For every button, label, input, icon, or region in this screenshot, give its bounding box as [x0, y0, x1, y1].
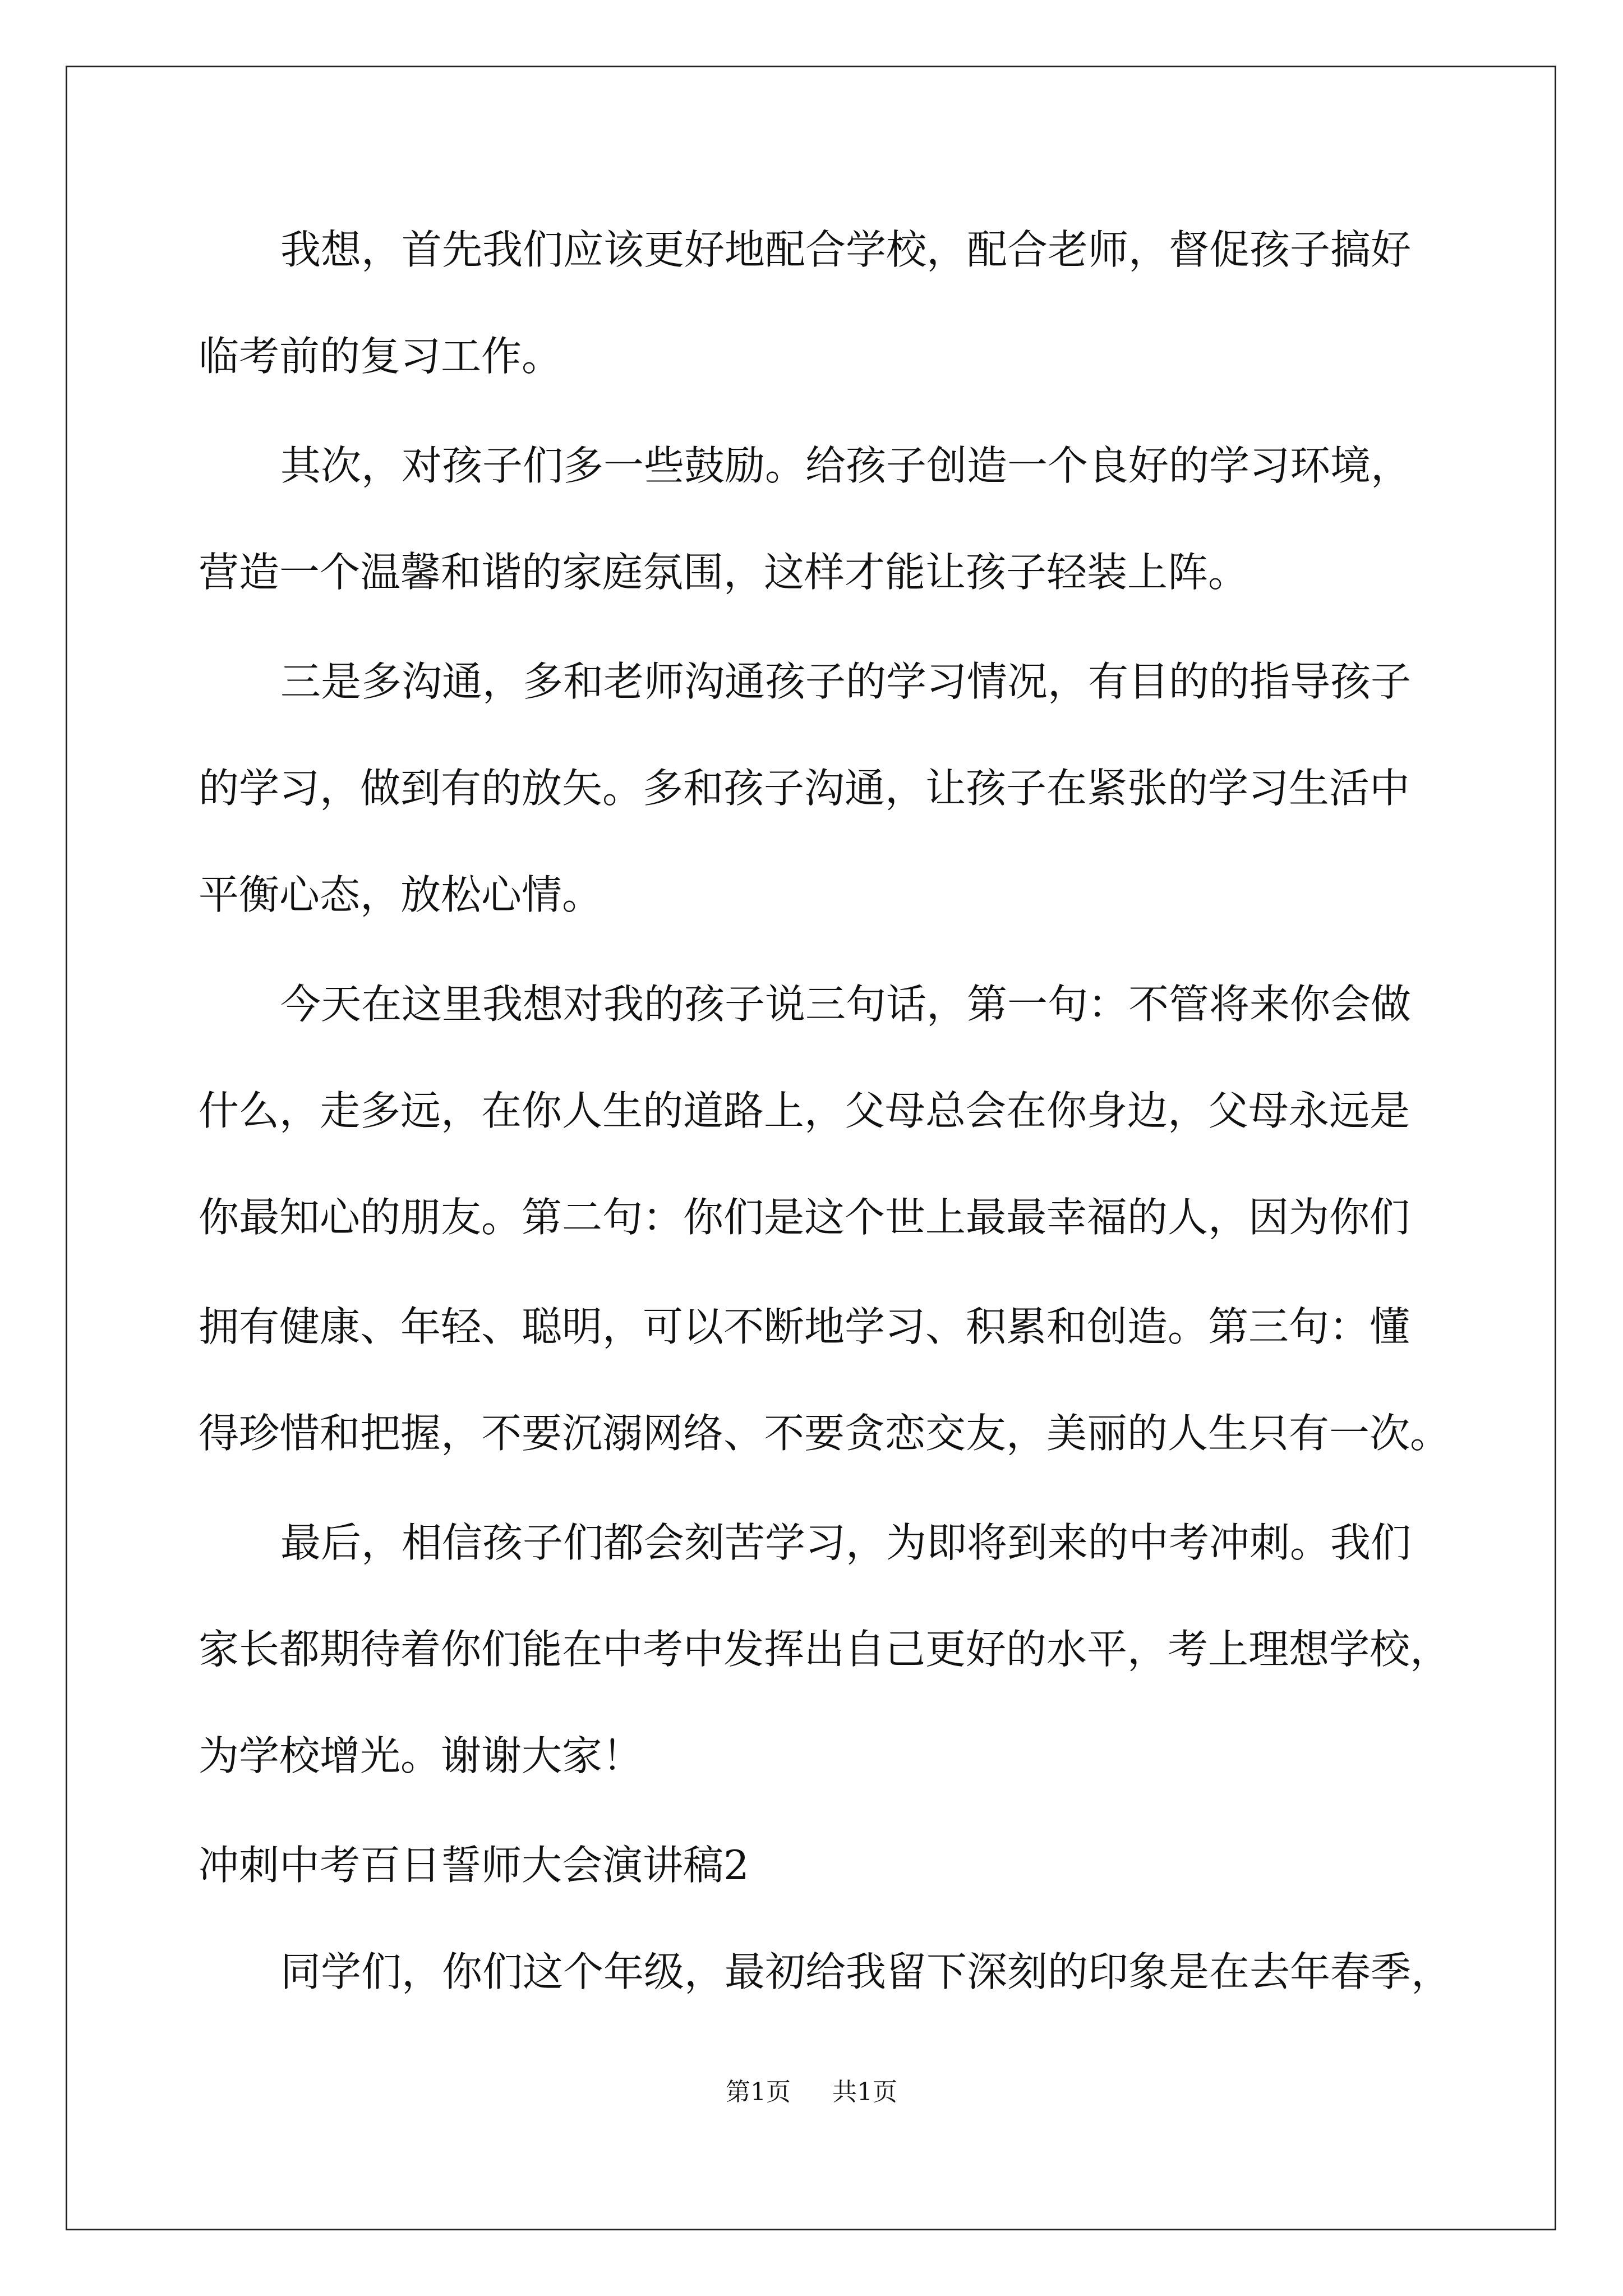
paragraph-line: 三是多沟通，多和老师沟通孩子的学习情况，有目的的指导孩子 — [280, 658, 1412, 705]
page-number: 第1页 — [726, 2078, 791, 2106]
paragraph-line: 临考前的复习工作。 — [199, 333, 562, 380]
paragraph-line: 的学习，做到有的放矢。多和孩子沟通，让孩子在紧张的学习生活中 — [199, 765, 1410, 812]
paragraph-line: 其次，对孩子们多一些鼓励。给孩子创造一个良好的学习环境， — [280, 442, 1412, 489]
paragraph-line: 为学校增光。谢谢大家！ — [199, 1732, 643, 1779]
paragraph-line: 我想，首先我们应该更好地配合学校，配合老师，督促孩子搞好 — [280, 226, 1412, 273]
paragraph-line: 营造一个温馨和谐的家庭氛围，这样才能让孩子轻装上阵。 — [199, 549, 1249, 596]
page-total: 共1页 — [832, 2078, 897, 2106]
paragraph-line: 同学们，你们这个年级，最初给我留下深刻的印象是在去年春季， — [280, 1948, 1452, 1995]
paragraph-line: 你最知心的朋友。第二句：你们是这个世上最最幸福的人，因为你们 — [199, 1194, 1410, 1241]
paragraph-line: 最后，相信孩子们都会刻苦学习，为即将到来的中考冲刺。我们 — [280, 1519, 1412, 1566]
paragraph-line: 家长都期待着你们能在中考中发挥出自己更好的水平，考上理想学校， — [199, 1626, 1451, 1673]
paragraph-line: 拥有健康、年轻、聪明，可以不断地学习、积累和创造。第三句：懂 — [199, 1303, 1410, 1350]
page-footer — [0, 2076, 1623, 2109]
paragraph-line: 今天在这里我想对我的孩子说三句话，第一句：不管将来你会做 — [280, 981, 1412, 1028]
paragraph-line: 得珍惜和把握，不要沉溺网络、不要贪恋交友，美丽的人生只有一次。 — [199, 1410, 1451, 1457]
paragraph-line: 什么，走多远，在你人生的道路上，父母总会在你身边，父母永远是 — [199, 1087, 1410, 1134]
paragraph-line: 平衡心态，放松心情。 — [199, 871, 603, 918]
section-title: 冲刺中考百日誓师大会演讲稿2 — [199, 1842, 749, 1889]
page-border — [66, 66, 1556, 2230]
